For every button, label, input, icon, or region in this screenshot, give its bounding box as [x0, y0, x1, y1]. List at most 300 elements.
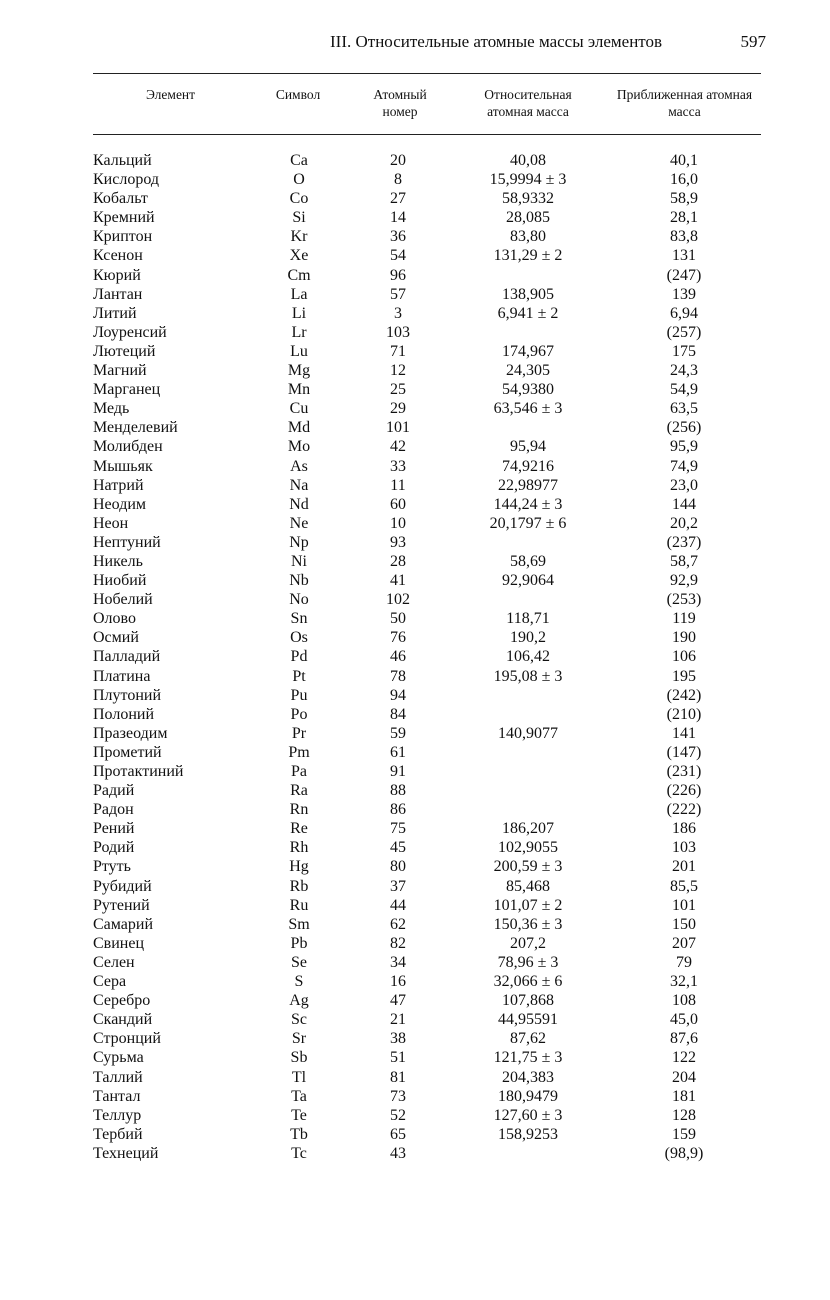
atomic-number-cell: 93 — [390, 533, 406, 551]
approx-mass-cell: 23,0 — [670, 476, 698, 494]
element-name-cell: Магний — [93, 362, 147, 380]
approx-mass-cell: 141 — [672, 724, 696, 742]
approx-mass-cell: 175 — [672, 342, 696, 360]
table-row — [93, 495, 773, 514]
atomic-number-cell: 50 — [390, 610, 406, 628]
element-name-cell: Свинец — [93, 934, 145, 952]
element-symbol-cell: Mg — [287, 362, 311, 380]
relative-mass-cell: 107,868 — [502, 992, 554, 1010]
element-name-cell: Радий — [93, 782, 135, 800]
element-name-cell: Кальций — [93, 152, 152, 169]
element-name-cell: Скандий — [93, 1011, 153, 1029]
element-symbol-cell: Os — [290, 629, 308, 647]
element-symbol-cell: La — [290, 285, 308, 303]
element-name-cell: Кобальт — [93, 190, 148, 208]
atomic-number-cell: 101 — [386, 419, 410, 437]
table-body — [93, 151, 773, 1163]
relative-mass-cell: 180,9479 — [498, 1087, 558, 1105]
element-symbol-cell: Lr — [291, 323, 307, 341]
approx-mass-cell: (231) — [666, 763, 702, 780]
element-name-cell: Серебро — [93, 992, 151, 1010]
element-symbol-cell: Pu — [290, 686, 308, 704]
table-row — [93, 590, 773, 609]
element-symbol-cell: Se — [291, 953, 307, 971]
atomic-number-cell: 12 — [390, 362, 406, 380]
approx-mass-cell: 83,8 — [670, 228, 698, 246]
table-row — [93, 991, 773, 1010]
relative-mass-cell: 102,9055 — [498, 839, 558, 857]
atomic-number-cell: 75 — [390, 820, 406, 838]
element-name-cell: Тербий — [93, 1125, 143, 1143]
atomic-number-cell: 16 — [390, 973, 406, 991]
table-row — [93, 227, 773, 246]
relative-mass-cell: 58,9332 — [502, 190, 554, 208]
element-symbol-cell: Rn — [289, 801, 309, 819]
element-symbol-cell: Lu — [290, 342, 308, 360]
approx-mass-cell: (257) — [666, 323, 702, 341]
element-symbol-cell: Re — [290, 820, 308, 838]
column-header-approx-mass: Приближенная атомная масса — [616, 87, 753, 119]
table-row — [93, 533, 773, 552]
atomic-number-cell: 80 — [390, 858, 406, 876]
table-row — [93, 266, 773, 285]
relative-mass-cell: 28,085 — [506, 209, 550, 227]
relative-mass-cell: 24,305 — [506, 362, 550, 380]
relative-mass-cell: 138,905 — [502, 285, 554, 303]
element-name-cell: Лантан — [93, 285, 143, 303]
element-name-cell: Неодим — [93, 495, 147, 513]
approx-mass-cell: 95,9 — [670, 438, 698, 456]
atomic-number-cell: 25 — [390, 381, 406, 399]
approx-mass-cell: 186 — [672, 820, 696, 838]
element-symbol-cell: Pr — [291, 724, 307, 742]
atomic-number-cell: 52 — [390, 1106, 406, 1124]
element-symbol-cell: Po — [290, 705, 308, 723]
relative-mass-cell: 158,9253 — [498, 1125, 558, 1143]
table-row — [93, 628, 773, 647]
element-symbol-cell: Hg — [289, 858, 309, 876]
relative-mass-cell: 200,59 ± 3 — [493, 858, 563, 876]
approx-mass-cell: (253) — [666, 591, 702, 609]
element-symbol-cell: Tc — [291, 1144, 307, 1162]
element-symbol-cell: Mo — [287, 438, 311, 456]
table-row — [93, 667, 773, 686]
element-symbol-cell: Ni — [291, 552, 307, 570]
column-header-element: Элемент — [145, 87, 196, 102]
approx-mass-cell: 63,5 — [670, 400, 698, 418]
approx-mass-cell: (226) — [666, 782, 702, 800]
approx-mass-cell: 16,0 — [670, 171, 698, 189]
approx-mass-cell: 122 — [672, 1049, 696, 1067]
atomic-number-cell: 27 — [390, 190, 406, 208]
element-symbol-cell: Li — [291, 304, 307, 322]
table-row — [93, 1010, 773, 1029]
atomic-number-cell: 88 — [390, 782, 406, 800]
approx-mass-cell: 159 — [672, 1125, 696, 1143]
approx-mass-cell: (98,9) — [664, 1144, 704, 1162]
element-symbol-cell: Pa — [291, 763, 307, 780]
relative-mass-cell: 85,468 — [506, 877, 550, 895]
table-row — [93, 457, 773, 476]
table-row — [93, 342, 773, 361]
element-symbol-cell: Tl — [291, 1068, 307, 1086]
element-name-cell: Рубидий — [93, 877, 152, 895]
approx-mass-cell: (256) — [666, 419, 702, 437]
atomic-number-cell: 62 — [390, 915, 406, 933]
element-symbol-cell: Kr — [290, 228, 308, 246]
element-symbol-cell: Sb — [290, 1049, 308, 1067]
relative-mass-cell: 95,94 — [510, 438, 546, 456]
table-row — [93, 571, 773, 590]
relative-mass-cell: 131,29 ± 2 — [493, 247, 563, 265]
element-name-cell: Ниобий — [93, 572, 147, 590]
element-name-cell: Неон — [93, 514, 129, 532]
relative-mass-cell: 40,08 — [510, 152, 546, 169]
atomic-number-cell: 82 — [390, 934, 406, 952]
table-row — [93, 609, 773, 628]
element-name-cell: Натрий — [93, 476, 144, 494]
atomic-number-cell: 37 — [390, 877, 406, 895]
table-row — [93, 1068, 773, 1087]
table-row — [93, 285, 773, 304]
element-name-cell: Осмий — [93, 629, 139, 647]
element-name-cell: Лютеций — [93, 342, 156, 360]
table-row — [93, 189, 773, 208]
approx-mass-cell: 20,2 — [670, 514, 698, 532]
approx-mass-cell: (237) — [666, 533, 702, 551]
page-number: 597 — [740, 32, 766, 51]
table-row — [93, 361, 773, 380]
table-header-rule — [93, 134, 761, 135]
element-name-cell: Таллий — [93, 1068, 143, 1086]
element-symbol-cell: Rh — [289, 839, 309, 857]
atomic-number-cell: 91 — [390, 763, 406, 780]
relative-mass-cell: 186,207 — [502, 820, 554, 838]
approx-mass-cell: 150 — [672, 915, 696, 933]
element-name-cell: Рений — [93, 820, 135, 838]
atomic-number-cell: 14 — [390, 209, 406, 227]
relative-mass-cell: 32,066 ± 6 — [493, 973, 563, 991]
relative-mass-cell: 101,07 ± 2 — [493, 896, 563, 914]
element-symbol-cell: Sr — [291, 1030, 307, 1048]
atomic-number-cell: 46 — [390, 648, 406, 666]
approx-mass-cell: 204 — [672, 1068, 696, 1086]
atomic-number-cell: 29 — [390, 400, 406, 418]
relative-mass-cell: 87,62 — [510, 1030, 546, 1048]
element-symbol-cell: Pd — [290, 648, 308, 666]
approx-mass-cell: 190 — [672, 629, 696, 647]
relative-mass-cell: 44,95591 — [498, 1011, 558, 1029]
element-name-cell: Рутений — [93, 896, 150, 914]
element-symbol-cell: Na — [289, 476, 309, 494]
atomic-number-cell: 51 — [390, 1049, 406, 1067]
atomic-number-cell: 45 — [390, 839, 406, 857]
element-name-cell: Селен — [93, 953, 135, 971]
element-symbol-cell: Pb — [290, 934, 308, 952]
relative-mass-cell: 140,9077 — [498, 724, 558, 742]
relative-mass-cell: 144,24 ± 3 — [493, 495, 563, 513]
relative-mass-cell: 121,75 ± 3 — [493, 1049, 563, 1067]
element-name-cell: Тантал — [93, 1087, 141, 1105]
atomic-number-cell: 76 — [390, 629, 406, 647]
table-row — [93, 437, 773, 456]
table-row — [93, 686, 773, 705]
relative-mass-cell: 63,546 ± 3 — [493, 400, 563, 418]
element-name-cell: Родий — [93, 839, 135, 857]
element-symbol-cell: No — [289, 591, 309, 609]
atomic-number-cell: 54 — [390, 247, 406, 265]
relative-mass-cell: 15,9994 ± 3 — [489, 171, 567, 189]
relative-mass-cell: 195,08 ± 3 — [493, 667, 563, 685]
element-name-cell: Сера — [93, 973, 127, 991]
atomic-number-cell: 28 — [390, 552, 406, 570]
table-row — [93, 724, 773, 743]
element-symbol-cell: Np — [289, 533, 309, 551]
element-name-cell: Празеодим — [93, 724, 168, 742]
atomic-number-cell: 41 — [390, 572, 406, 590]
element-symbol-cell: S — [294, 973, 304, 991]
table-row — [93, 857, 773, 876]
element-name-cell: Кремний — [93, 209, 155, 227]
approx-mass-cell: 195 — [672, 667, 696, 685]
element-symbol-cell: Mn — [287, 381, 311, 399]
element-symbol-cell: Ru — [289, 896, 309, 914]
table-row — [93, 705, 773, 724]
element-symbol-cell: Tb — [290, 1125, 308, 1143]
relative-mass-cell: 78,96 ± 3 — [497, 953, 559, 971]
table-row — [93, 208, 773, 227]
table-row — [93, 323, 773, 342]
approx-mass-cell: (222) — [666, 801, 702, 819]
relative-mass-cell: 150,36 ± 3 — [493, 915, 563, 933]
element-name-cell: Никель — [93, 552, 143, 570]
table-row — [93, 380, 773, 399]
atomic-number-cell: 3 — [394, 304, 402, 322]
element-symbol-cell: Cm — [287, 266, 311, 284]
approx-mass-cell: 128 — [672, 1106, 696, 1124]
approx-mass-cell: 181 — [672, 1087, 696, 1105]
approx-mass-cell: 201 — [672, 858, 696, 876]
table-row — [93, 972, 773, 991]
table-row — [93, 1029, 773, 1048]
table-row — [93, 552, 773, 571]
approx-mass-cell: 74,9 — [670, 457, 698, 475]
element-symbol-cell: Te — [291, 1106, 307, 1124]
element-symbol-cell: As — [290, 457, 308, 475]
atomic-number-cell: 34 — [390, 953, 406, 971]
table-row — [93, 915, 773, 934]
relative-mass-cell: 204,383 — [502, 1068, 554, 1086]
approx-mass-cell: (247) — [666, 266, 702, 284]
relative-mass-cell: 6,941 ± 2 — [497, 304, 559, 322]
approx-mass-cell: 40,1 — [670, 152, 698, 169]
approx-mass-cell: (147) — [666, 743, 702, 761]
table-row — [93, 418, 773, 437]
approx-mass-cell: 58,7 — [670, 552, 698, 570]
element-name-cell: Мышьяк — [93, 457, 153, 475]
element-name-cell: Литий — [93, 304, 137, 322]
atomic-number-cell: 65 — [390, 1125, 406, 1143]
relative-mass-cell: 118,71 — [506, 610, 550, 628]
column-header-symbol: Символ — [275, 87, 321, 102]
atomic-number-cell: 43 — [390, 1144, 406, 1162]
table-row — [93, 399, 773, 418]
relative-mass-cell: 174,967 — [502, 342, 554, 360]
approx-mass-cell: 139 — [672, 285, 696, 303]
relative-mass-cell: 190,2 — [510, 629, 546, 647]
element-name-cell: Нобелий — [93, 591, 153, 609]
approx-mass-cell: 24,3 — [670, 362, 698, 380]
approx-mass-cell: 119 — [672, 610, 696, 628]
atomic-number-cell: 11 — [390, 476, 406, 494]
table-row — [93, 743, 773, 762]
table-row — [93, 1106, 773, 1125]
relative-mass-cell: 207,2 — [510, 934, 546, 952]
element-name-cell: Лоуренсий — [93, 323, 167, 341]
table-row — [93, 647, 773, 666]
atomic-number-cell: 47 — [390, 992, 406, 1010]
relative-mass-cell: 92,9064 — [502, 572, 554, 590]
relative-mass-cell: 58,69 — [510, 552, 546, 570]
atomic-number-cell: 42 — [390, 438, 406, 456]
table-row — [93, 838, 773, 857]
table-top-rule — [93, 73, 761, 74]
approx-mass-cell: 45,0 — [670, 1011, 698, 1029]
relative-mass-cell: 83,80 — [510, 228, 546, 246]
table-row — [93, 953, 773, 972]
table-row — [93, 819, 773, 838]
approx-mass-cell: 6,94 — [670, 304, 698, 322]
running-header — [330, 32, 766, 56]
table-row — [93, 514, 773, 533]
atomic-number-cell: 57 — [390, 285, 406, 303]
table-row — [93, 762, 773, 781]
element-name-cell: Ксенон — [93, 247, 143, 265]
table-row — [93, 1125, 773, 1144]
approx-mass-cell: 32,1 — [670, 973, 698, 991]
approx-mass-cell: (242) — [666, 686, 702, 704]
table-row — [93, 151, 773, 170]
table-row — [93, 877, 773, 896]
atomic-number-cell: 61 — [390, 743, 406, 761]
element-name-cell: Молибден — [93, 438, 163, 456]
atomic-number-cell: 36 — [390, 228, 406, 246]
element-name-cell: Прометий — [93, 743, 162, 761]
approx-mass-cell: 58,9 — [670, 190, 698, 208]
approx-mass-cell: 87,6 — [670, 1030, 698, 1048]
element-name-cell: Ртуть — [93, 858, 131, 876]
approx-mass-cell: 207 — [672, 934, 696, 952]
approx-mass-cell: 106 — [672, 648, 696, 666]
atomic-number-cell: 60 — [390, 495, 406, 513]
page-title: III. Относительные атомные массы элементов — [330, 32, 663, 51]
table-row — [93, 304, 773, 323]
table-row — [93, 476, 773, 495]
column-header-relative-mass: Относительная атомная масса — [484, 87, 572, 119]
element-name-cell: Олово — [93, 610, 136, 628]
table-row — [93, 1048, 773, 1067]
atomic-number-cell: 94 — [390, 686, 406, 704]
table-row — [93, 934, 773, 953]
table-row — [93, 781, 773, 800]
element-name-cell: Медь — [93, 400, 130, 418]
table-row — [93, 1144, 773, 1163]
approx-mass-cell: 131 — [672, 247, 696, 265]
atomic-number-cell: 10 — [390, 514, 406, 532]
table-row — [93, 246, 773, 265]
element-symbol-cell: Sm — [288, 915, 310, 933]
element-name-cell: Нептуний — [93, 533, 161, 551]
element-symbol-cell: Co — [289, 190, 309, 208]
atomic-number-cell: 78 — [390, 667, 406, 685]
approx-mass-cell: 108 — [672, 992, 696, 1010]
relative-mass-cell: 20,1797 ± 6 — [489, 514, 567, 532]
approx-mass-cell: 92,9 — [670, 572, 698, 590]
approx-mass-cell: 28,1 — [670, 209, 698, 227]
approx-mass-cell: 101 — [672, 896, 696, 914]
atomic-number-cell: 59 — [390, 724, 406, 742]
approx-mass-cell: (210) — [666, 705, 702, 723]
element-symbol-cell: Md — [287, 419, 311, 437]
approx-mass-cell: 79 — [676, 953, 692, 971]
relative-mass-cell: 127,60 ± 3 — [493, 1106, 563, 1124]
atomic-number-cell: 73 — [390, 1087, 406, 1105]
element-symbol-cell: Si — [292, 209, 306, 227]
atomic-number-cell: 96 — [390, 266, 406, 284]
element-name-cell: Палладий — [93, 648, 161, 666]
atomic-number-cell: 33 — [390, 457, 406, 475]
element-symbol-cell: Cu — [289, 400, 309, 418]
element-symbol-cell: O — [293, 171, 305, 189]
approx-mass-cell: 144 — [672, 495, 696, 513]
column-header-atomic-number: Атомный номер — [373, 87, 427, 119]
relative-mass-cell: 54,9380 — [502, 381, 554, 399]
atomic-number-cell: 44 — [390, 896, 406, 914]
table-row — [93, 170, 773, 189]
atomic-number-cell: 21 — [390, 1011, 406, 1029]
atomic-number-cell: 103 — [386, 323, 410, 341]
atomic-number-cell: 8 — [394, 171, 402, 189]
table-row — [93, 896, 773, 915]
atomic-number-cell: 84 — [390, 705, 406, 723]
atomic-number-cell: 86 — [390, 801, 406, 819]
element-name-cell: Сурьма — [93, 1049, 144, 1067]
element-name-cell: Технеций — [93, 1144, 159, 1162]
relative-mass-cell: 106,42 — [506, 648, 550, 666]
element-name-cell: Плутоний — [93, 686, 162, 704]
approx-mass-cell: 54,9 — [670, 381, 698, 399]
element-name-cell: Протактиний — [93, 763, 184, 780]
element-name-cell: Теллур — [93, 1106, 142, 1124]
element-name-cell: Стронций — [93, 1030, 161, 1048]
table-row — [93, 1087, 773, 1106]
element-symbol-cell: Nd — [289, 495, 309, 513]
element-name-cell: Платина — [93, 667, 151, 685]
element-name-cell: Криптон — [93, 228, 153, 246]
element-symbol-cell: Pm — [288, 743, 310, 761]
atomic-number-cell: 81 — [390, 1068, 406, 1086]
element-name-cell: Менделевий — [93, 419, 178, 437]
element-symbol-cell: Ag — [289, 992, 309, 1010]
table-row — [93, 800, 773, 819]
element-name-cell: Радон — [93, 801, 134, 819]
element-symbol-cell: Pt — [292, 667, 306, 685]
element-symbol-cell: Sc — [291, 1011, 307, 1029]
element-name-cell: Кюрий — [93, 266, 141, 284]
relative-mass-cell: 22,98977 — [498, 476, 558, 494]
approx-mass-cell: 103 — [672, 839, 696, 857]
element-name-cell: Полоний — [93, 705, 155, 723]
